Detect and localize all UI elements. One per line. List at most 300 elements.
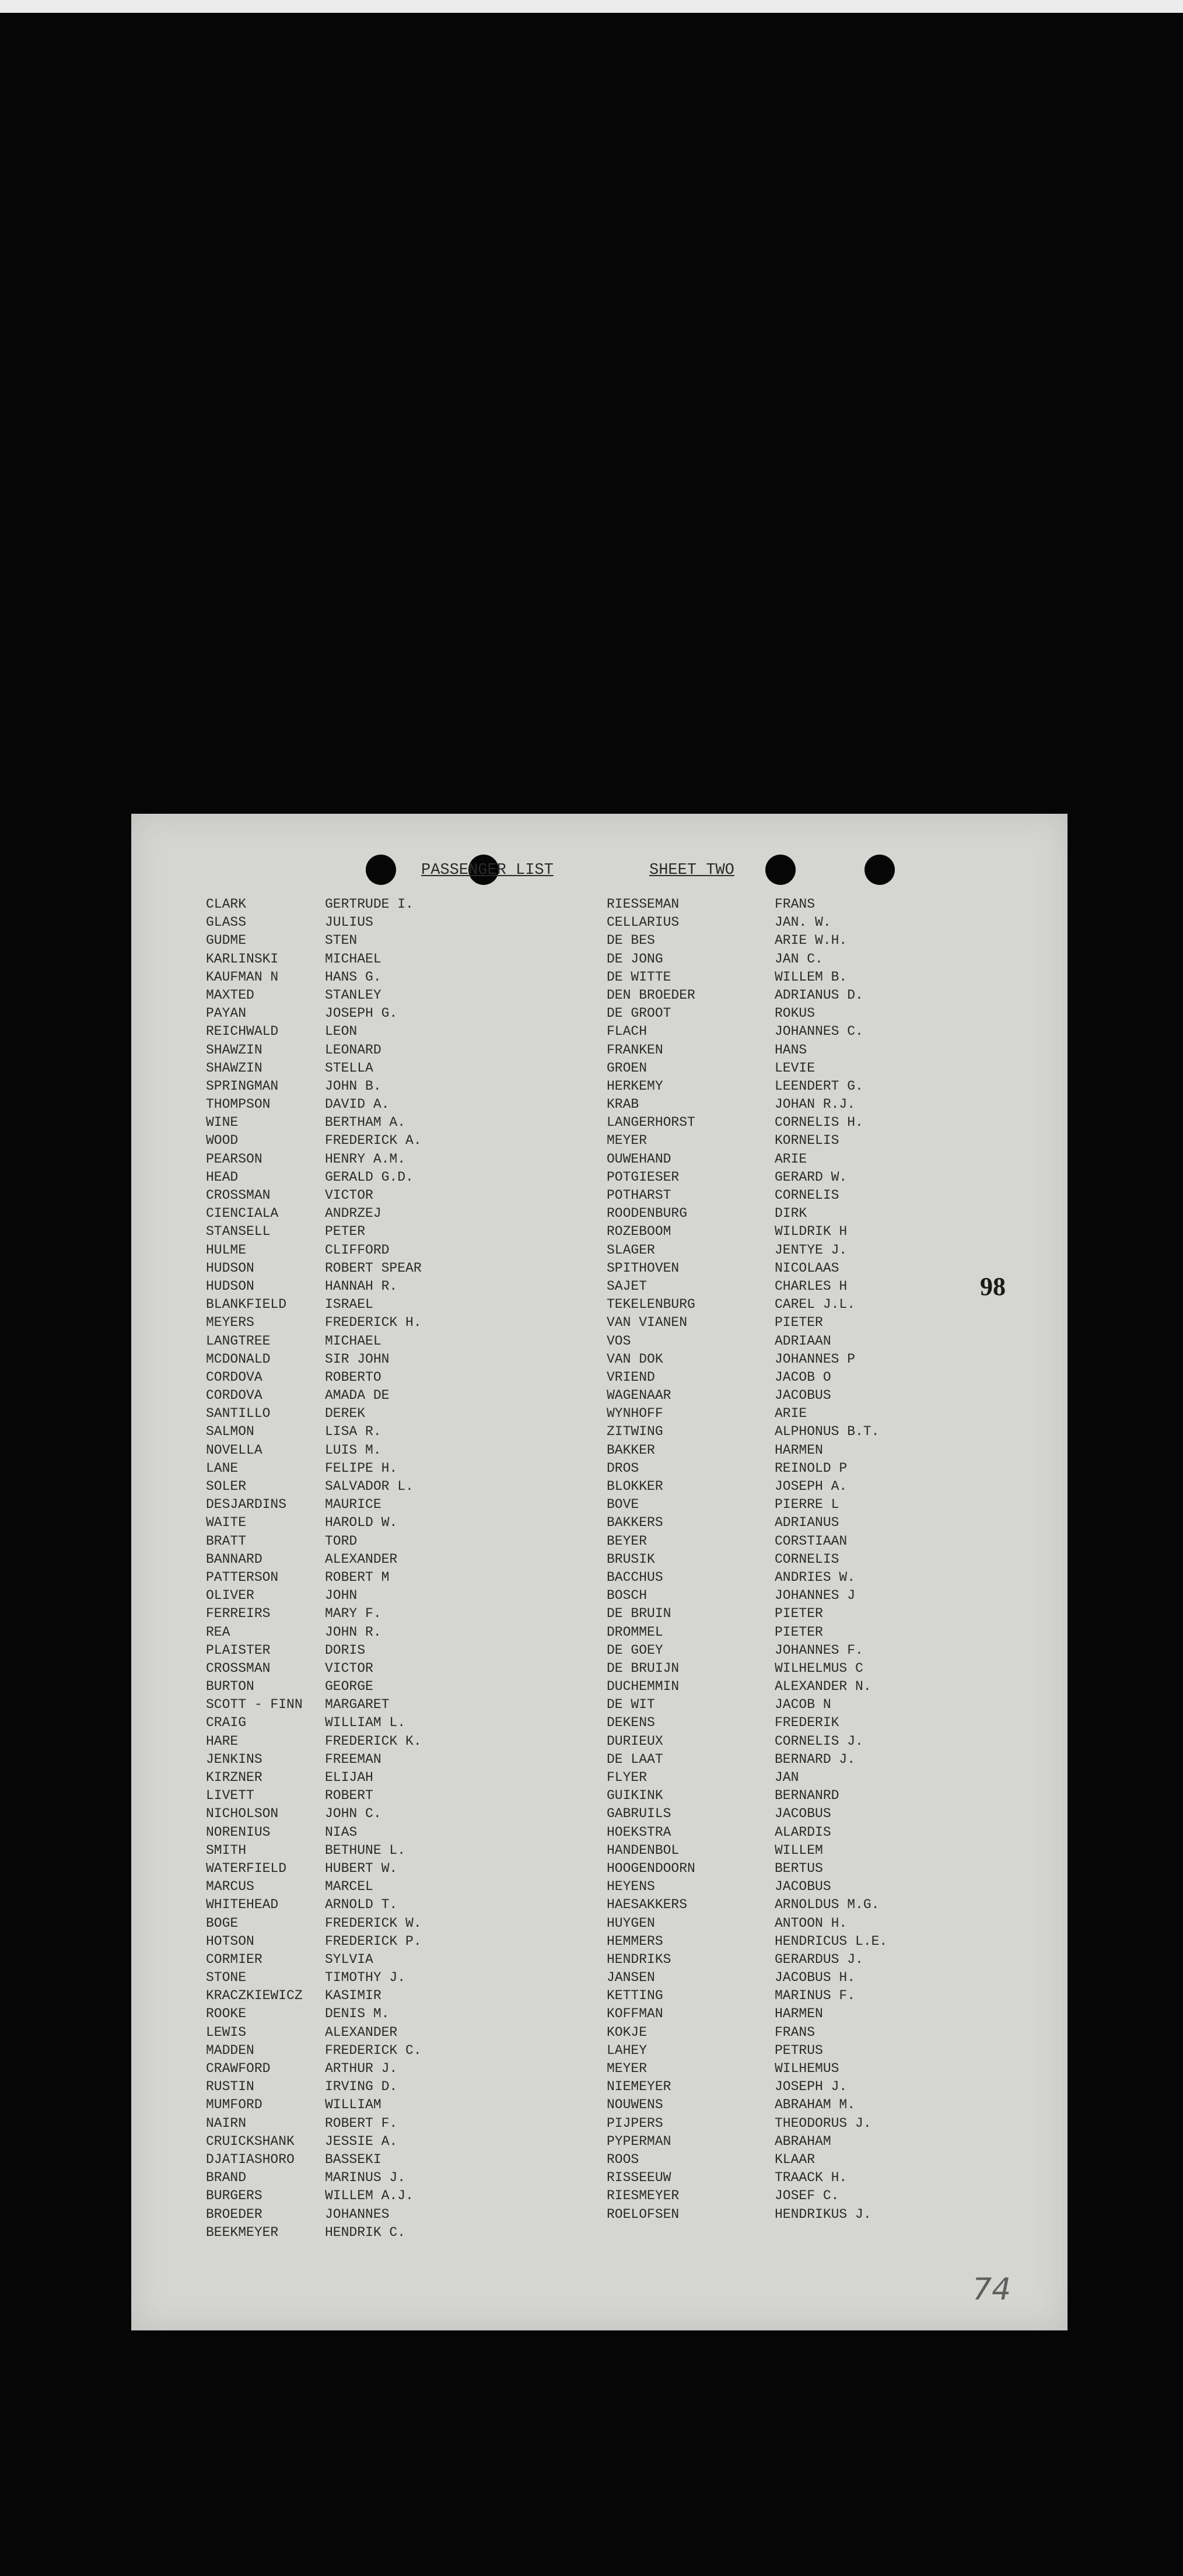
surname-right: BOSCH bbox=[607, 1588, 648, 1604]
given-name-left: HANNAH R. bbox=[325, 1278, 398, 1294]
surname-left: BRAND bbox=[206, 2170, 247, 2186]
given-name-right: HENDRIKUS J. bbox=[775, 2206, 872, 2222]
given-name-left: LEONARD bbox=[325, 1042, 382, 1058]
given-name-left: FREDERICK W. bbox=[325, 1915, 422, 1931]
table-row bbox=[131, 1423, 1068, 1441]
given-name-left: HUBERT W. bbox=[325, 1860, 398, 1876]
given-name-right: JAN bbox=[775, 1770, 799, 1785]
surname-left: CROSSMAN bbox=[206, 1660, 271, 1676]
punch-hole bbox=[864, 855, 895, 885]
surname-right: RISSEEUW bbox=[607, 2170, 671, 2186]
given-name-right: LEVIE bbox=[775, 1060, 816, 1076]
table-row bbox=[131, 1150, 1068, 1168]
surname-right: MEYER bbox=[607, 2061, 648, 2076]
given-name-right: ABRAHAM M. bbox=[775, 2097, 856, 2113]
surname-left: CRAWFORD bbox=[206, 2061, 271, 2076]
given-name-right: JACOBUS bbox=[775, 1879, 831, 1895]
table-row bbox=[131, 2133, 1068, 2151]
table-row bbox=[131, 1096, 1068, 1114]
surname-left: OLIVER bbox=[206, 1588, 254, 1604]
table-row bbox=[131, 1842, 1068, 1860]
given-name-left: BETHUNE L. bbox=[325, 1842, 406, 1858]
surname-right: DE GOEY bbox=[607, 1642, 663, 1658]
table-row bbox=[131, 1478, 1068, 1496]
surname-right: BOVE bbox=[607, 1497, 639, 1513]
surname-right: BAKKERS bbox=[607, 1515, 663, 1531]
given-name-left: FREDERICK P. bbox=[325, 1933, 422, 1949]
given-name-left: ARNOLD T. bbox=[325, 1897, 398, 1913]
surname-left: CRAIG bbox=[206, 1715, 247, 1731]
surname-left: GLASS bbox=[206, 915, 247, 930]
surname-left: SHAWZIN bbox=[206, 1042, 262, 1058]
table-row bbox=[131, 1987, 1068, 2005]
surname-left: CIENCIALA bbox=[206, 1206, 279, 1222]
given-name-right: THEODORUS J. bbox=[775, 2115, 872, 2131]
given-name-left: DORIS bbox=[325, 1642, 366, 1658]
surname-right: TEKELENBURG bbox=[607, 1297, 695, 1312]
surname-left: HULME bbox=[206, 1242, 247, 1258]
given-name-right: PETRUS bbox=[775, 2042, 823, 2058]
given-name-right: ARIE bbox=[775, 1406, 807, 1422]
given-name-left: FELIPE H. bbox=[325, 1460, 398, 1476]
given-name-left: WILLIAM L. bbox=[325, 1715, 406, 1731]
given-name-left: GERTRUDE I. bbox=[325, 897, 414, 912]
surname-left: KARLINSKI bbox=[206, 951, 279, 967]
table-row bbox=[131, 1205, 1068, 1223]
surname-right: DEKENS bbox=[607, 1715, 655, 1731]
given-name-right: KORNELIS bbox=[775, 1133, 839, 1149]
surname-left: SALMON bbox=[206, 1424, 254, 1440]
given-name-right: ANTOON H. bbox=[775, 1915, 848, 1931]
surname-left: MAXTED bbox=[206, 987, 254, 1003]
surname-left: LIVETT bbox=[206, 1788, 254, 1804]
given-name-right: NICOLAAS bbox=[775, 1260, 839, 1276]
surname-right: MEYER bbox=[607, 1133, 648, 1149]
surname-left: ROOKE bbox=[206, 2006, 247, 2022]
given-name-right: WILHELMUS C bbox=[775, 1660, 863, 1676]
given-name-right: ARNOLDUS M.G. bbox=[775, 1897, 880, 1913]
given-name-left: FREEMAN bbox=[325, 1751, 382, 1767]
table-row bbox=[131, 1441, 1068, 1460]
surname-left: FERREIRS bbox=[206, 1606, 271, 1622]
given-name-right: HANS bbox=[775, 1042, 807, 1058]
given-name-right: CORNELIS J. bbox=[775, 1733, 863, 1749]
surname-right: HEYENS bbox=[607, 1879, 655, 1895]
table-row bbox=[131, 932, 1068, 950]
given-name-left: DEREK bbox=[325, 1406, 366, 1422]
table-row bbox=[131, 1314, 1068, 1332]
given-name-right: CAREL J.L. bbox=[775, 1297, 856, 1312]
given-name-left: JESSIE A. bbox=[325, 2133, 398, 2149]
table-row bbox=[131, 1969, 1068, 1987]
surname-right: VAN VIANEN bbox=[607, 1315, 688, 1331]
table-row bbox=[131, 2060, 1068, 2078]
given-name-right: JOHANNES C. bbox=[775, 1024, 863, 1040]
given-name-right: CORSTIAAN bbox=[775, 1533, 848, 1549]
table-row bbox=[131, 1259, 1068, 1278]
surname-left: BANNARD bbox=[206, 1551, 262, 1567]
surname-right: VAN DOK bbox=[607, 1351, 663, 1367]
given-name-right: BERTUS bbox=[775, 1860, 823, 1876]
given-name-left: ALEXANDER bbox=[325, 1551, 398, 1567]
given-name-right: WILHEMUS bbox=[775, 2061, 839, 2076]
surname-left: CORDOVA bbox=[206, 1388, 262, 1404]
table-row bbox=[131, 1059, 1068, 1077]
table-row bbox=[131, 1824, 1068, 1842]
given-name-left: SIR JOHN bbox=[325, 1351, 390, 1367]
table-row bbox=[131, 1787, 1068, 1805]
given-name-left: HAROLD W. bbox=[325, 1515, 398, 1531]
given-name-right: JOSEF C. bbox=[775, 2188, 839, 2204]
surname-left: SPRINGMAN bbox=[206, 1078, 279, 1094]
given-name-right: JOHAN R.J. bbox=[775, 1097, 856, 1112]
surname-left: MARCUS bbox=[206, 1879, 254, 1895]
surname-right: DE WITTE bbox=[607, 969, 671, 985]
given-name-left: JOHANNES bbox=[325, 2206, 390, 2222]
given-name-right: ANDRIES W. bbox=[775, 1569, 856, 1585]
given-name-left: SYLVIA bbox=[325, 1951, 373, 1967]
surname-left: WHITEHEAD bbox=[206, 1897, 279, 1913]
given-name-left: GEORGE bbox=[325, 1679, 373, 1695]
surname-right: ROOS bbox=[607, 2151, 639, 2167]
surname-right: RIESMEYER bbox=[607, 2188, 680, 2204]
given-name-right: BERNARD J. bbox=[775, 1751, 856, 1767]
surname-right: VRIEND bbox=[607, 1369, 655, 1385]
surname-right: DE WIT bbox=[607, 1697, 655, 1713]
surname-left: WAITE bbox=[206, 1515, 247, 1531]
given-name-right: WILDRIK H bbox=[775, 1224, 848, 1240]
table-row bbox=[131, 1660, 1068, 1678]
given-name-right: FRANS bbox=[775, 2024, 816, 2040]
surname-right: DEN BROEDER bbox=[607, 987, 695, 1003]
surname-left: THOMPSON bbox=[206, 1097, 271, 1112]
surname-right: SPITHOVEN bbox=[607, 1260, 680, 1276]
surname-right: FLYER bbox=[607, 1770, 648, 1785]
given-name-right: JACOB O bbox=[775, 1369, 831, 1385]
surname-left: SHAWZIN bbox=[206, 1060, 262, 1076]
surname-right: SLAGER bbox=[607, 1242, 655, 1258]
surname-right: DE GROOT bbox=[607, 1006, 671, 1021]
surname-left: HUDSON bbox=[206, 1260, 254, 1276]
surname-right: BRUSIK bbox=[607, 1551, 655, 1567]
table-row bbox=[131, 1532, 1068, 1550]
given-name-left: HANS G. bbox=[325, 969, 382, 985]
given-name-right: JOSEPH J. bbox=[775, 2079, 848, 2095]
given-name-right: PIETER bbox=[775, 1606, 823, 1622]
given-name-right: CORNELIS bbox=[775, 1551, 839, 1567]
surname-left: PATTERSON bbox=[206, 1569, 279, 1585]
given-name-left: SALVADOR L. bbox=[325, 1479, 414, 1494]
surname-left: NICHOLSON bbox=[206, 1806, 279, 1822]
given-name-left: DENIS M. bbox=[325, 2006, 390, 2022]
surname-right: DE BRUIJN bbox=[607, 1660, 680, 1676]
surname-right: HOOGENDOORN bbox=[607, 1860, 695, 1876]
given-name-left: HENDRIK C. bbox=[325, 2224, 406, 2240]
table-row bbox=[131, 2206, 1068, 2224]
table-row bbox=[131, 1278, 1068, 1296]
surname-left: MUMFORD bbox=[206, 2097, 262, 2113]
table-row bbox=[131, 1878, 1068, 1896]
given-name-right: CHARLES H bbox=[775, 1278, 848, 1294]
given-name-left: STANLEY bbox=[325, 987, 382, 1003]
given-name-right: ARIE W.H. bbox=[775, 933, 848, 949]
surname-right: NIEMEYER bbox=[607, 2079, 671, 2095]
given-name-left: LISA R. bbox=[325, 1424, 382, 1440]
surname-right: BACCHUS bbox=[607, 1569, 663, 1585]
surname-left: BEEKMEYER bbox=[206, 2224, 279, 2240]
surname-left: BURGERS bbox=[206, 2188, 262, 2204]
surname-right: KRAB bbox=[607, 1097, 639, 1112]
surname-right: ROZEBOOM bbox=[607, 1224, 671, 1240]
given-name-right: FREDERIK bbox=[775, 1715, 839, 1731]
given-name-right: MARINUS F. bbox=[775, 1988, 856, 2004]
surname-right: BAKKER bbox=[607, 1442, 655, 1458]
surname-left: STANSELL bbox=[206, 1224, 271, 1240]
table-row bbox=[131, 1896, 1068, 1914]
table-row bbox=[131, 1368, 1068, 1387]
surname-right: BLOKKER bbox=[607, 1479, 663, 1494]
table-row bbox=[131, 1350, 1068, 1368]
surname-right: HOEKSTRA bbox=[607, 1824, 671, 1840]
sheet-label: SHEET TWO bbox=[649, 862, 734, 879]
surname-right: ZITWING bbox=[607, 1424, 663, 1440]
surname-left: SMITH bbox=[206, 1842, 247, 1858]
surname-right: KOFFMAN bbox=[607, 2006, 663, 2022]
table-row bbox=[131, 2115, 1068, 2133]
surname-right: HEMMERS bbox=[607, 1933, 663, 1949]
given-name-left: CLIFFORD bbox=[325, 1242, 390, 1258]
surname-right: OUWEHAND bbox=[607, 1151, 671, 1167]
surname-left: CORMIER bbox=[206, 1951, 262, 1967]
table-row bbox=[131, 950, 1068, 968]
table-row bbox=[131, 1951, 1068, 1969]
surname-right: HAESAKKERS bbox=[607, 1897, 688, 1913]
given-name-left: FREDERICK C. bbox=[325, 2042, 422, 2058]
table-row bbox=[131, 1678, 1068, 1696]
table-row bbox=[131, 2042, 1068, 2060]
given-name-left: MICHAEL bbox=[325, 1333, 382, 1349]
table-row bbox=[131, 1587, 1068, 1605]
given-name-left: ROBERT SPEAR bbox=[325, 1260, 422, 1276]
table-row bbox=[131, 1077, 1068, 1096]
given-name-right: JACOBUS H. bbox=[775, 1970, 856, 1986]
surname-left: CORDOVA bbox=[206, 1369, 262, 1385]
surname-left: WATERFIELD bbox=[206, 1860, 287, 1876]
given-name-left: MARINUS J. bbox=[325, 2170, 406, 2186]
given-name-left: LUIS M. bbox=[325, 1442, 382, 1458]
surname-left: CRUICKSHANK bbox=[206, 2133, 295, 2149]
given-name-left: ROBERT bbox=[325, 1788, 373, 1804]
table-row bbox=[131, 2024, 1068, 2042]
surname-right: DE JONG bbox=[607, 951, 663, 967]
table-row bbox=[131, 1460, 1068, 1478]
surname-right: GROEN bbox=[607, 1060, 648, 1076]
surname-left: KAUFMAN N bbox=[206, 969, 279, 985]
surname-right: NOUWENS bbox=[607, 2097, 663, 2113]
surname-right: DROMMEL bbox=[607, 1624, 663, 1640]
table-row bbox=[131, 1714, 1068, 1732]
given-name-right: ADRIAAN bbox=[775, 1333, 831, 1349]
surname-left: REA bbox=[206, 1624, 230, 1640]
table-row bbox=[131, 1114, 1068, 1132]
given-name-right: JOHANNES F. bbox=[775, 1642, 863, 1658]
table-row bbox=[131, 1405, 1068, 1423]
surname-left: HEAD bbox=[206, 1169, 239, 1185]
table-row bbox=[131, 1132, 1068, 1150]
surname-left: NOVELLA bbox=[206, 1442, 262, 1458]
table-row bbox=[131, 2005, 1068, 2023]
surname-right: DUCHEMMIN bbox=[607, 1679, 680, 1695]
list-title: PASSENGER LIST bbox=[421, 862, 554, 879]
surname-right: HUYGEN bbox=[607, 1915, 655, 1931]
surname-left: MADDEN bbox=[206, 2042, 254, 2058]
given-name-left: ISRAEL bbox=[325, 1297, 373, 1312]
table-row bbox=[131, 2151, 1068, 2169]
table-row bbox=[131, 1496, 1068, 1514]
table-row bbox=[131, 1550, 1068, 1569]
table-row bbox=[131, 968, 1068, 986]
surname-left: GUDME bbox=[206, 933, 247, 949]
given-name-right: FRANS bbox=[775, 897, 816, 912]
given-name-left: JOHN R. bbox=[325, 1624, 382, 1640]
given-name-left: MICHAEL bbox=[325, 951, 382, 967]
surname-right: DE LAAT bbox=[607, 1751, 663, 1767]
given-name-left: HENRY A.M. bbox=[325, 1151, 406, 1167]
table-row bbox=[131, 1769, 1068, 1787]
surname-right: RIESSEMAN bbox=[607, 897, 680, 912]
table-row bbox=[131, 895, 1068, 914]
given-name-left: ROBERTO bbox=[325, 1369, 382, 1385]
surname-left: REICHWALD bbox=[206, 1024, 279, 1040]
given-name-right: ADRIANUS bbox=[775, 1515, 839, 1531]
given-name-right: JACOBUS bbox=[775, 1806, 831, 1822]
given-name-left: ELIJAH bbox=[325, 1770, 373, 1785]
given-name-left: VICTOR bbox=[325, 1660, 373, 1676]
surname-right: KETTING bbox=[607, 1988, 663, 2004]
surname-left: RUSTIN bbox=[206, 2079, 254, 2095]
table-row bbox=[131, 1241, 1068, 1259]
given-name-left: VICTOR bbox=[325, 1188, 373, 1203]
table-row bbox=[131, 1569, 1068, 1587]
given-name-left: IRVING D. bbox=[325, 2079, 398, 2095]
surname-right: WYNHOFF bbox=[607, 1406, 663, 1422]
given-name-left: AMADA DE bbox=[325, 1388, 390, 1404]
given-name-left: FREDERICK K. bbox=[325, 1733, 422, 1749]
punch-hole bbox=[765, 855, 796, 885]
surname-right: VOS bbox=[607, 1333, 631, 1349]
surname-left: DESJARDINS bbox=[206, 1497, 287, 1513]
surname-left: BOGE bbox=[206, 1915, 239, 1931]
given-name-right: JACOB N bbox=[775, 1697, 831, 1713]
surname-left: LANE bbox=[206, 1460, 239, 1476]
given-name-left: NIAS bbox=[325, 1824, 358, 1840]
surname-left: MCDONALD bbox=[206, 1351, 271, 1367]
surname-left: SOLER bbox=[206, 1479, 247, 1494]
passenger-list-sheet bbox=[131, 814, 1068, 2330]
given-name-left: GERALD G.D. bbox=[325, 1169, 414, 1185]
surname-left: STONE bbox=[206, 1970, 247, 1986]
punch-hole bbox=[366, 855, 396, 885]
given-name-right: JACOBUS bbox=[775, 1388, 831, 1404]
given-name-left: ARTHUR J. bbox=[325, 2061, 398, 2076]
page-stamp-number: 98 bbox=[980, 1272, 1006, 1301]
table-row bbox=[131, 1168, 1068, 1186]
pencil-page-number: 74 bbox=[972, 2272, 1012, 2307]
given-name-right: JOHANNES P bbox=[775, 1351, 856, 1367]
surname-right: LANGERHORST bbox=[607, 1115, 695, 1130]
surname-right: FLACH bbox=[607, 1024, 648, 1040]
given-name-left: FREDERICK A. bbox=[325, 1133, 422, 1149]
given-name-right: HARMEN bbox=[775, 1442, 823, 1458]
surname-right: FRANKEN bbox=[607, 1042, 663, 1058]
table-row bbox=[131, 1805, 1068, 1823]
table-row bbox=[131, 1186, 1068, 1205]
given-name-right: PIETER bbox=[775, 1315, 823, 1331]
table-row bbox=[131, 1005, 1068, 1023]
given-name-left: BERTHAM A. bbox=[325, 1115, 406, 1130]
surname-left: BURTON bbox=[206, 1679, 254, 1695]
given-name-left: JOHN bbox=[325, 1588, 358, 1604]
surname-left: HUDSON bbox=[206, 1278, 254, 1294]
table-row bbox=[131, 1751, 1068, 1769]
given-name-right: DIRK bbox=[775, 1206, 807, 1222]
given-name-left: KASIMIR bbox=[325, 1988, 382, 2004]
table-row bbox=[131, 1696, 1068, 1714]
surname-right: POTHARST bbox=[607, 1188, 671, 1203]
surname-right: HANDENBOL bbox=[607, 1842, 680, 1858]
surname-left: NAIRN bbox=[206, 2115, 247, 2131]
surname-right: POTGIESER bbox=[607, 1169, 680, 1185]
surname-left: NORENIUS bbox=[206, 1824, 271, 1840]
surname-left: DJATIASHORO bbox=[206, 2151, 295, 2167]
given-name-left: MARCEL bbox=[325, 1879, 373, 1895]
given-name-right: LEENDERT G. bbox=[775, 1078, 863, 1094]
surname-right: WAGENAAR bbox=[607, 1388, 671, 1404]
table-row bbox=[131, 1514, 1068, 1532]
surname-left: LANGTREE bbox=[206, 1333, 271, 1349]
given-name-right: ALEXANDER N. bbox=[775, 1679, 872, 1695]
given-name-right: REINOLD P bbox=[775, 1460, 848, 1476]
surname-left: HOTSON bbox=[206, 1933, 254, 1949]
table-row bbox=[131, 914, 1068, 932]
given-name-right: ALARDIS bbox=[775, 1824, 831, 1840]
table-row bbox=[131, 1332, 1068, 1350]
given-name-left: STELLA bbox=[325, 1060, 373, 1076]
table-row bbox=[131, 1642, 1068, 1660]
passenger-rows bbox=[131, 895, 1068, 2242]
given-name-right: JAN. W. bbox=[775, 915, 831, 930]
given-name-right: HENDRICUS L.E. bbox=[775, 1933, 888, 1949]
surname-right: SAJET bbox=[607, 1278, 648, 1294]
surname-right: DROS bbox=[607, 1460, 639, 1476]
given-name-left: ROBERT M bbox=[325, 1569, 390, 1585]
given-name-right: HARMEN bbox=[775, 2006, 823, 2022]
surname-right: ROODENBURG bbox=[607, 1206, 688, 1222]
surname-left: PEARSON bbox=[206, 1151, 262, 1167]
surname-left: SANTILLO bbox=[206, 1406, 271, 1422]
given-name-right: WILLEM bbox=[775, 1842, 823, 1858]
table-row bbox=[131, 1623, 1068, 1642]
given-name-left: JULIUS bbox=[325, 915, 373, 930]
given-name-left: JOSEPH G. bbox=[325, 1006, 398, 1021]
table-row bbox=[131, 2078, 1068, 2096]
surname-left: KRACZKIEWICZ bbox=[206, 1988, 303, 2004]
surname-right: KOKJE bbox=[607, 2024, 648, 2040]
given-name-right: JENTYE J. bbox=[775, 1242, 848, 1258]
given-name-left: ALEXANDER bbox=[325, 2024, 398, 2040]
given-name-left: ROBERT F. bbox=[325, 2115, 398, 2131]
given-name-left: WILLEM A.J. bbox=[325, 2188, 414, 2204]
